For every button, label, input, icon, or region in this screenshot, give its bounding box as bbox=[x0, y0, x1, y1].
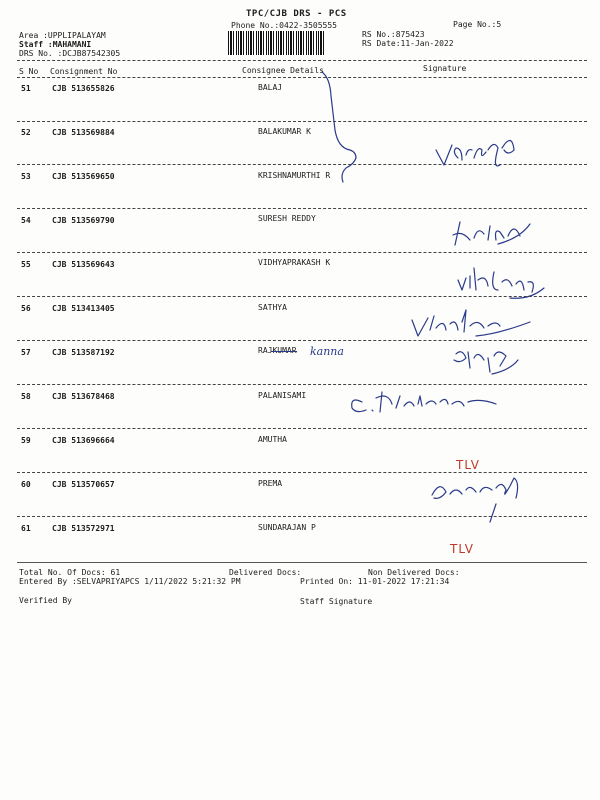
row-consignment: CJB 513696664 bbox=[52, 436, 115, 445]
printed-on: Printed On: 11-01-2022 17:21:34 bbox=[300, 577, 450, 586]
row-divider bbox=[17, 296, 587, 297]
delivered-docs: Delivered Docs: bbox=[229, 568, 302, 577]
row-divider bbox=[17, 384, 587, 385]
handwritten-note: kanna bbox=[310, 345, 344, 358]
row-divider bbox=[17, 340, 587, 341]
row-consignment: CJB 513655826 bbox=[52, 84, 115, 93]
rs-date: RS Date:11-Jan-2022 bbox=[362, 39, 454, 48]
row-consignee: SUNDARAJAN P bbox=[258, 523, 316, 532]
total-docs: Total No. Of Docs: 61 bbox=[19, 568, 121, 577]
row-sno: 56 bbox=[21, 304, 31, 313]
row-sno: 60 bbox=[21, 480, 31, 489]
document-title: TPC/CJB DRS - PCS bbox=[246, 9, 347, 19]
col-header-consignee: Consignee Details bbox=[242, 66, 324, 75]
row-consignment: CJB 513572971 bbox=[52, 524, 115, 533]
row-consignee: PREMA bbox=[258, 479, 283, 488]
table-bottom-line bbox=[17, 562, 587, 563]
row-consignment: CJB 513678468 bbox=[52, 392, 115, 401]
columns-divider bbox=[17, 77, 587, 78]
row-consignee: KRISHNAMURTHI R bbox=[258, 171, 331, 180]
row-divider bbox=[17, 472, 587, 473]
page-number: Page No.:5 bbox=[453, 20, 502, 29]
staff-label: Staff :MAHAMANI bbox=[19, 40, 92, 49]
row-sno: 52 bbox=[21, 128, 31, 137]
signature-row-52 bbox=[436, 140, 514, 165]
row-sno: 55 bbox=[21, 260, 31, 269]
signature-row-56 bbox=[412, 310, 530, 336]
row-divider bbox=[17, 208, 587, 209]
row-sno: 57 bbox=[21, 348, 31, 357]
row-consignee: RAJKUMAR bbox=[258, 346, 297, 355]
tlv-mark: TLV bbox=[456, 458, 480, 472]
drs-number: DRS No. :DCJB87542305 bbox=[19, 49, 121, 58]
staff-signature: Staff Signature bbox=[300, 597, 373, 606]
signature-row-55 bbox=[458, 268, 544, 298]
row-consignee: BALAKUMAR K bbox=[258, 127, 311, 136]
row-consignee: VIDHYAPRAKASH K bbox=[258, 258, 331, 267]
row-divider bbox=[17, 252, 587, 253]
col-header-signature: Signature bbox=[423, 64, 467, 73]
area-label: Area :UPPLIPALAYAM bbox=[19, 31, 106, 40]
row-consignment: CJB 513570657 bbox=[52, 480, 115, 489]
row-sno: 59 bbox=[21, 436, 31, 445]
ink-bracket-line bbox=[322, 72, 356, 182]
header-divider bbox=[17, 60, 587, 61]
entered-by: Entered By :SELVAPRIYAPCS 1/11/2022 5:21:32 PM bbox=[19, 577, 241, 586]
signature-row-58 bbox=[352, 392, 496, 412]
col-header-sno: S No bbox=[19, 67, 39, 76]
row-consignee: BALAJ bbox=[258, 83, 283, 92]
row-consignee: SURESH REDDY bbox=[258, 214, 316, 223]
verified-by: Verified By bbox=[19, 596, 72, 605]
row-sno: 58 bbox=[21, 392, 31, 401]
phone-number: Phone No.:0422-3505555 bbox=[231, 21, 337, 30]
signature-row-54 bbox=[453, 222, 530, 245]
row-sno: 61 bbox=[21, 524, 31, 533]
strike-through-mark bbox=[271, 351, 297, 352]
row-divider bbox=[17, 428, 587, 429]
signature-row-57 bbox=[454, 352, 518, 374]
row-consignment: CJB 513569790 bbox=[52, 216, 115, 225]
non-delivered-docs: Non Delivered Docs: bbox=[368, 568, 460, 577]
row-sno: 53 bbox=[21, 172, 31, 181]
row-divider bbox=[17, 121, 587, 122]
tlv-mark: TLV bbox=[450, 542, 474, 556]
row-consignee: AMUTHA bbox=[258, 435, 287, 444]
row-divider bbox=[17, 516, 587, 517]
row-consignment: CJB 513569650 bbox=[52, 172, 115, 181]
rs-number: RS No.:875423 bbox=[362, 30, 425, 39]
row-sno: 54 bbox=[21, 216, 31, 225]
row-consignment: CJB 513587192 bbox=[52, 348, 115, 357]
col-header-consignment: Consignment No bbox=[50, 67, 118, 76]
row-consignment: CJB 513569884 bbox=[52, 128, 115, 137]
row-sno: 51 bbox=[21, 84, 31, 93]
row-consignee: PALANISAMI bbox=[258, 391, 307, 400]
barcode bbox=[228, 31, 324, 55]
row-divider bbox=[17, 164, 587, 165]
row-consignment: CJB 513569643 bbox=[52, 260, 115, 269]
row-consignee: SATHYA bbox=[258, 303, 287, 312]
row-consignment: CJB 513413405 bbox=[52, 304, 115, 313]
